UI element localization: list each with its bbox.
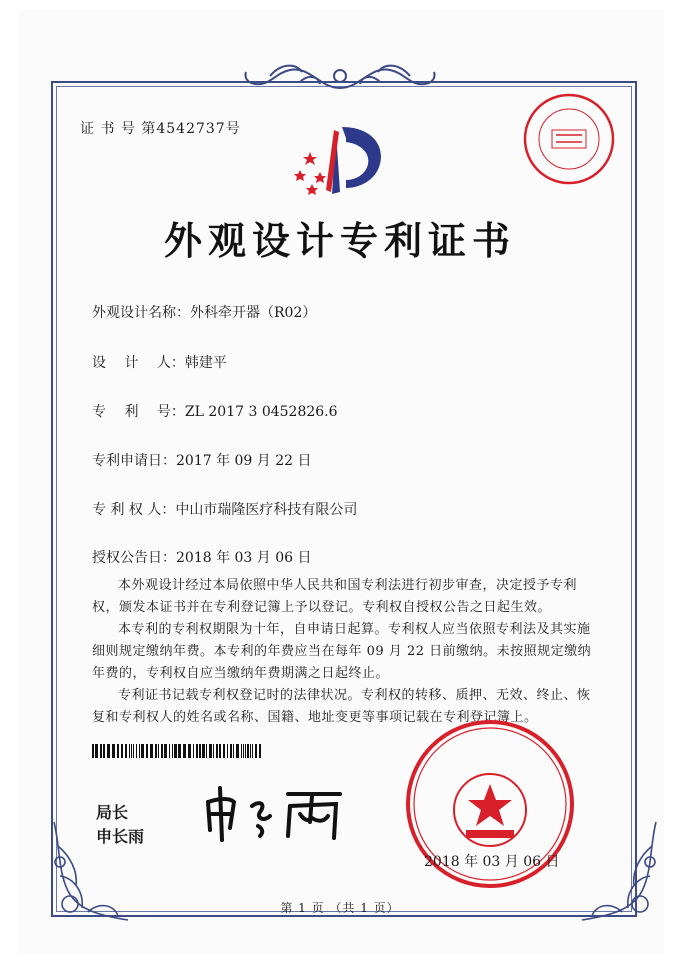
- top-ornament-icon: [240, 58, 440, 96]
- field-label: 设 计 人：: [92, 355, 185, 371]
- field-value: 2018 年 03 月 06 日: [176, 550, 312, 566]
- paragraph-grant: 本外观设计经过本局依照中华人民共和国专利法进行初步审查，决定授予专利权，颁发本证书并在专利登记簿上予以登记。专利权自授权公告之日起生效。: [92, 578, 578, 615]
- signatory-role: 局长: [96, 803, 129, 822]
- field-application-date: [92, 450, 312, 470]
- signatory-name: 申长雨: [96, 827, 145, 846]
- paragraph-legal-status: 专利证书记载专利权登记时的法律状况。专利权的转移、质押、无效、终止、恢复和专利权人的姓名或名称、国籍、地址变更等事项记载在专利登记簿上。: [92, 688, 591, 725]
- issue-date: 2018 年 03 月 06 日: [424, 854, 560, 870]
- handwritten-signature-icon: [200, 782, 350, 842]
- field-value: 中山市瑞隆医疗科技有限公司: [175, 502, 358, 518]
- field-label: 授权公告日：: [92, 550, 176, 566]
- field-value: 2017 年 09 月 22 日: [176, 453, 312, 469]
- field-grant-date: [92, 547, 312, 567]
- certificate-title: 外观设计专利证书: [163, 218, 516, 263]
- field-label: 专利申请日：: [92, 453, 176, 469]
- field-designer: [92, 352, 227, 372]
- certificate-number: 证 书 号 第4542737号: [80, 121, 241, 137]
- page-indicator: 第 1 页 （共 1 页）: [280, 901, 400, 915]
- field-value: 韩建平: [184, 355, 227, 371]
- field-patent-number: [92, 401, 338, 421]
- field-label: 专 利 号：: [92, 404, 185, 420]
- tax-stamp-icon: [522, 92, 616, 186]
- patent-office-logo-icon: [290, 122, 390, 202]
- field-value: 外科牵开器（R02）: [190, 305, 317, 321]
- paragraph-term: 本专利的专利权期限为十年，自申请日起算。专利权人应当依照专利法及其实施细则规定缴纳年费。本专利的年费应当在每年 09 月 22 日前缴纳。未按照规定缴纳年费的，专利权自应当缴纳年费期满之日起终止。: [92, 622, 592, 681]
- field-value: ZL 2017 3 0452826.6: [184, 404, 338, 420]
- field-label: 外观设计名称：: [92, 305, 190, 321]
- field-label: 专 利 权 人：: [92, 502, 176, 518]
- field-patentee: [92, 499, 357, 519]
- barcode-icon: [92, 744, 262, 758]
- field-design-name: [92, 302, 316, 322]
